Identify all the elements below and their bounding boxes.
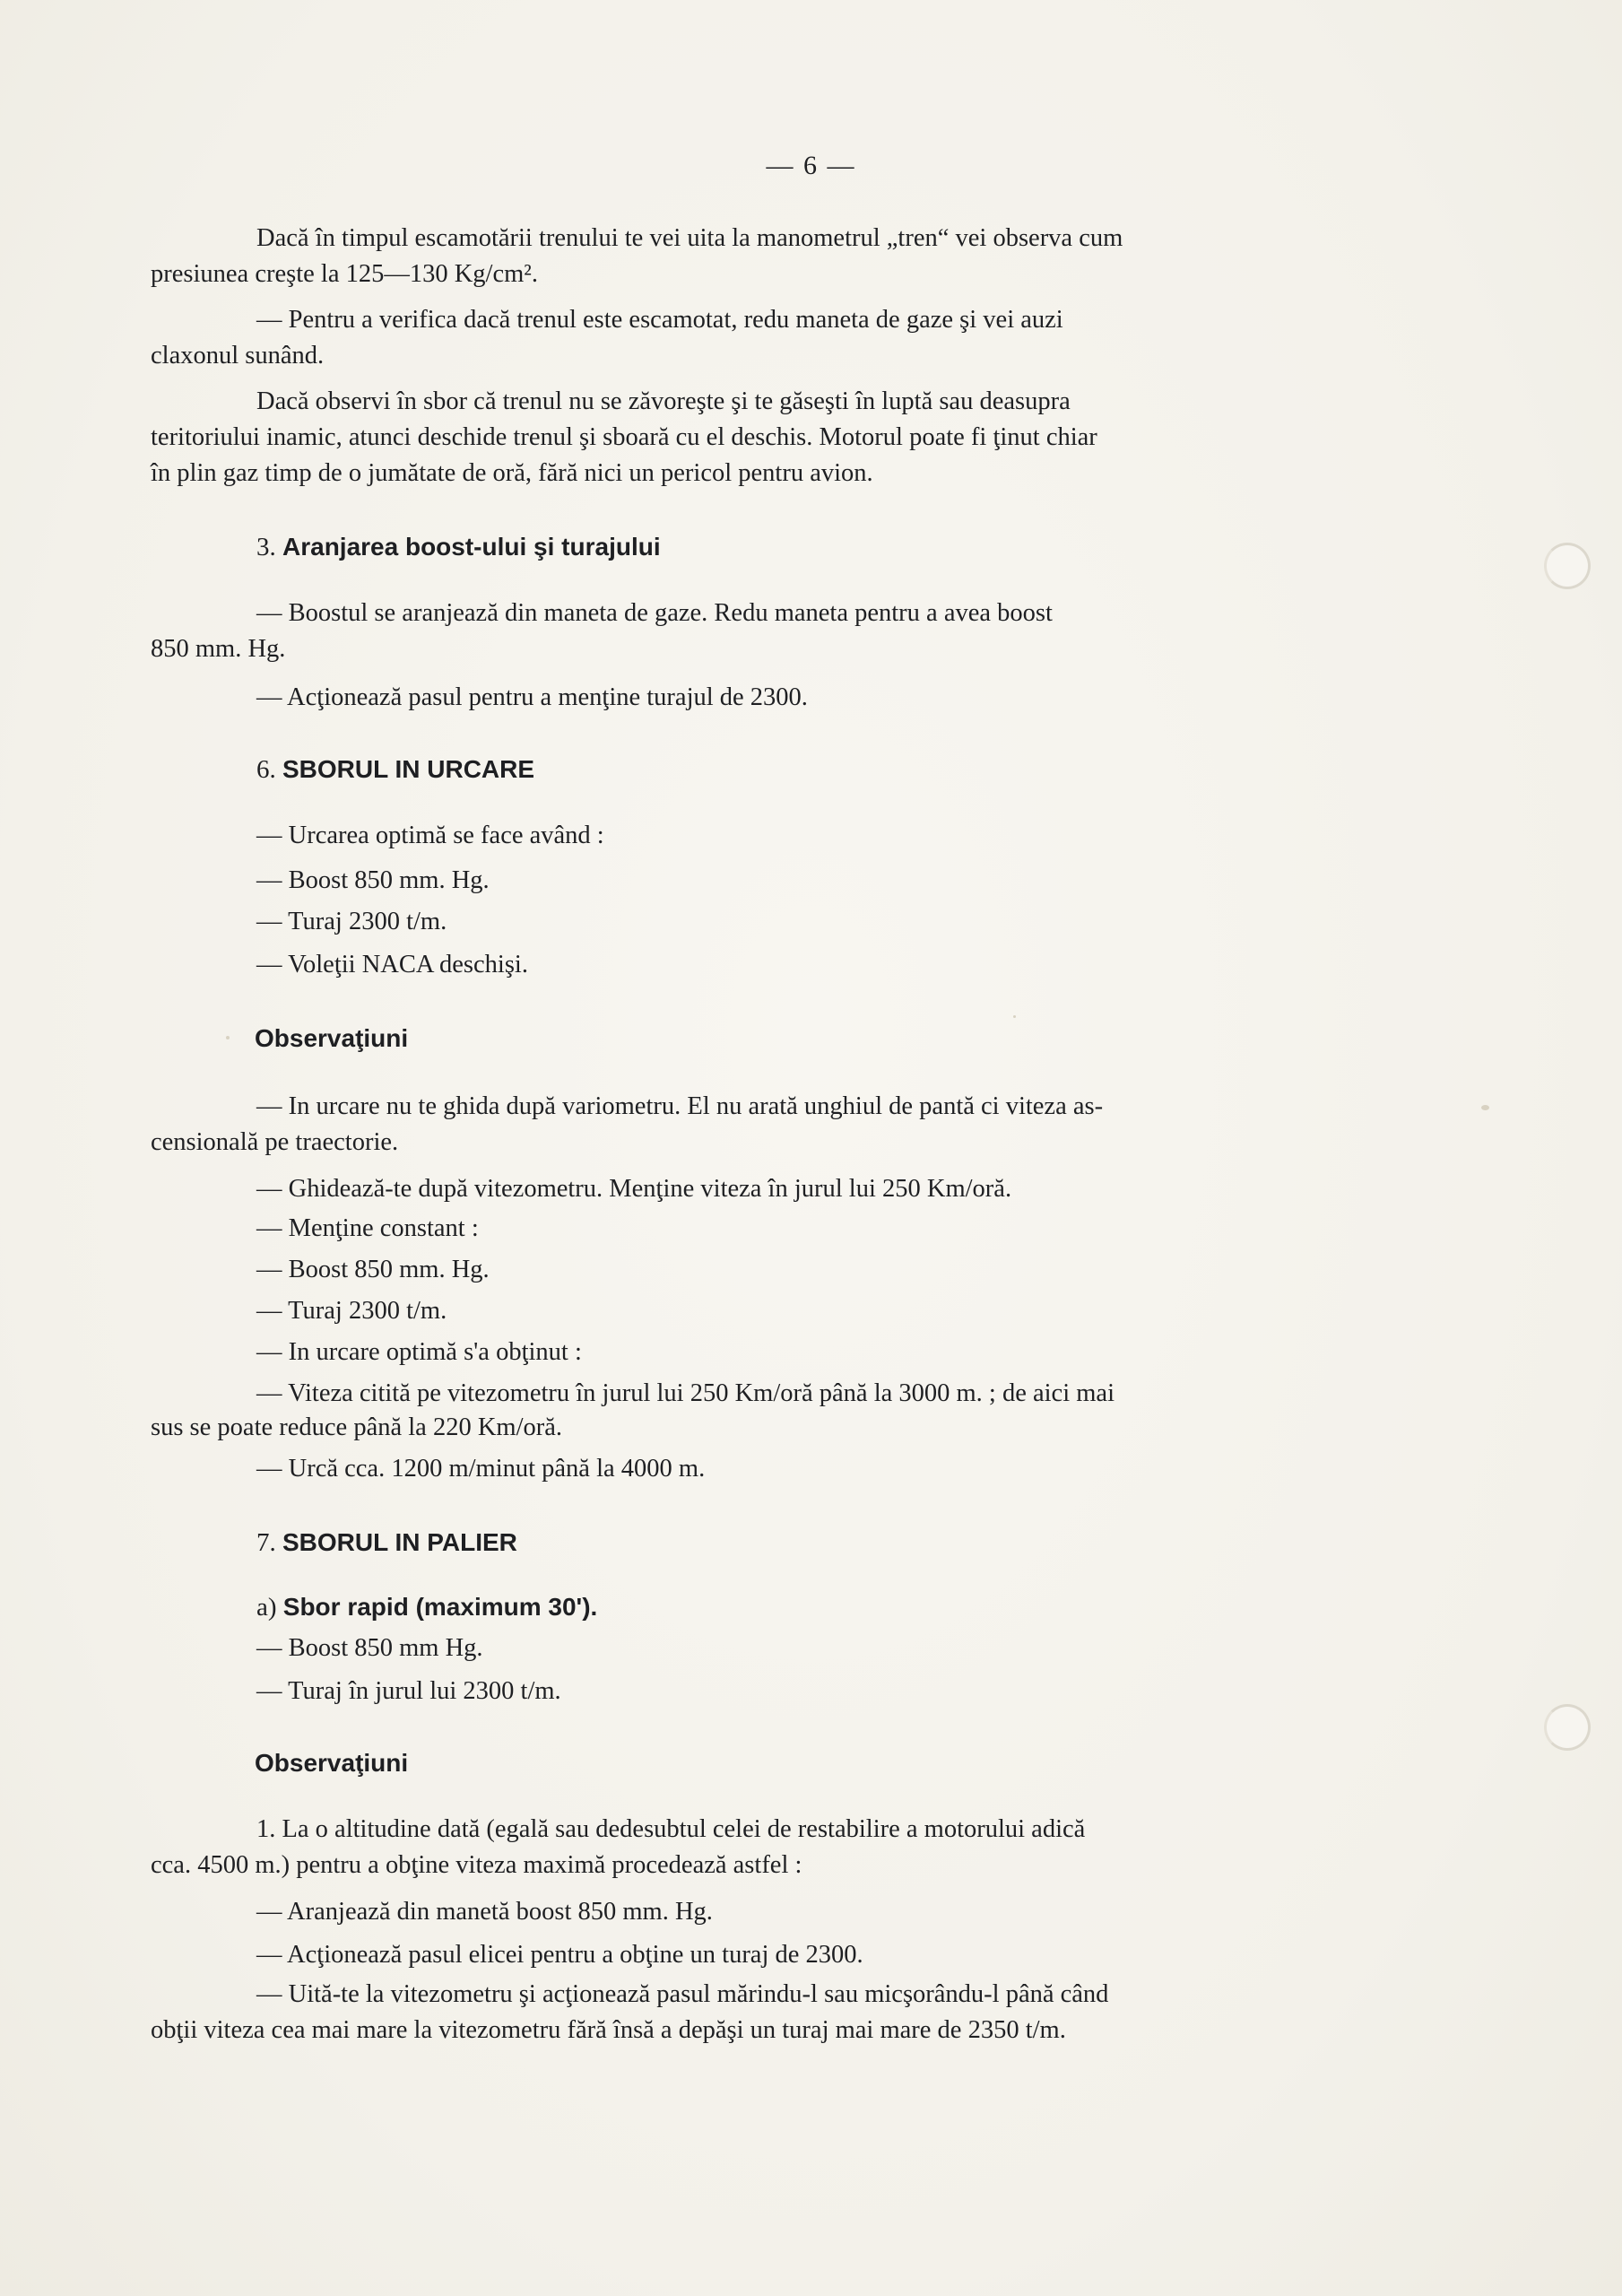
text-line: cca. 4500 m.) pentru a obţine viteza maximă procedează astfel : xyxy=(151,1851,802,1879)
paragraph xyxy=(151,1812,1339,1848)
paragraph-continuation xyxy=(151,631,1339,667)
subsection-title: Sbor rapid (maximum 30'). xyxy=(282,1593,598,1621)
text-line: obţii viteza cea mai mare la vitezometru fără însă a depăşi un turaj mai mare de 2350 t/m. xyxy=(151,2016,1066,2044)
text-line: — Acţionează pasul pentru a menţine turajul de 2300. xyxy=(256,683,808,711)
page-number: — 6 — xyxy=(766,151,856,180)
list-item: — Boost 850 mm. Hg. xyxy=(256,1256,490,1283)
list-item: — Boost 850 mm. Hg. xyxy=(256,866,490,894)
list-item: — Urcă cca. 1200 m/minut până la 4000 m. xyxy=(256,1455,706,1483)
list-item: — Voleţii NACA deschişi. xyxy=(256,951,528,978)
text-line: Dacă observi în sbor că trenul nu se zăvoreşte şi te găseşti în luptă sau deasupra xyxy=(256,387,1071,415)
text-line: în plin gaz timp de o jumătate de oră, fără nici un pericol pentru avion. xyxy=(151,459,873,487)
paragraph-continuation xyxy=(151,1125,1339,1161)
section-title: SBORUL IN URCARE xyxy=(282,755,535,783)
paragraph-continuation xyxy=(151,456,1339,491)
punch-hole-bottom xyxy=(1544,1704,1591,1751)
text-line: — Pentru a verifica dacă trenul este escamotat, redu maneta de gaze şi vei auzi xyxy=(256,306,1063,334)
text-line: sus se poate reduce până la 220 Km/oră. xyxy=(151,1413,563,1441)
section-heading xyxy=(256,1525,517,1561)
text-line: — Boostul se aranjează din maneta de gaze. Redu maneta pentru a avea boost xyxy=(256,599,1053,627)
paragraph xyxy=(151,1376,1339,1412)
list-item: — Urcarea optimă se face având : xyxy=(256,822,604,849)
list-item: — Boost 850 mm Hg. xyxy=(256,1634,483,1662)
text-line: claxonul sunând. xyxy=(151,342,325,370)
section-heading xyxy=(256,752,534,787)
list-item: — Menţine constant : xyxy=(256,1214,479,1242)
observations-heading: Observaţiuni xyxy=(255,1024,409,1052)
paragraph-continuation xyxy=(151,1410,1339,1446)
subsection-heading xyxy=(256,1589,597,1625)
text-line: presiunea creşte la 125—130 Kg/cm². xyxy=(151,260,538,288)
section-title: Aranjarea boost-ului şi turajului xyxy=(282,533,661,561)
section-number: 6. xyxy=(256,755,276,784)
paper-speck xyxy=(1481,1105,1489,1110)
section-title: SBORUL IN PALIER xyxy=(282,1528,517,1556)
paragraph-continuation xyxy=(151,338,1339,374)
list-item: — Turaj în jurul lui 2300 t/m. xyxy=(256,1677,561,1705)
paragraph xyxy=(151,1977,1339,2013)
text-line: — Viteza citită pe vitezometru în jurul lui 250 Km/oră până la 3000 m. ; de aici mai xyxy=(256,1379,1115,1407)
list-item: — In urcare optimă s'a obţinut : xyxy=(256,1338,582,1366)
text-line: — In urcare nu te ghida după variometru. El nu arată unghiul de pantă ci viteza as- xyxy=(256,1092,1104,1120)
punch-hole-top xyxy=(1544,543,1591,589)
list-item: — Turaj 2300 t/m. xyxy=(256,908,447,935)
list-item: — Aranjează din manetă boost 850 mm. Hg. xyxy=(256,1898,713,1926)
paragraph xyxy=(151,302,1339,338)
section-heading xyxy=(256,529,661,565)
paragraph-continuation xyxy=(151,2013,1339,2048)
text-line: Dacă în timpul escamotării trenului te vei uita la manometrul „tren“ vei observa cum xyxy=(256,224,1123,252)
paragraph xyxy=(151,596,1339,631)
text-line: — Uită-te la vitezometru şi acţionează pasul mărindu-l sau micşorându-l până când xyxy=(256,1980,1109,2008)
observations-heading: Observaţiuni xyxy=(255,1749,409,1777)
section-number: 3. xyxy=(256,533,276,561)
paragraph-continuation xyxy=(151,420,1339,456)
list-item: — Turaj 2300 t/m. xyxy=(256,1297,447,1325)
text-line: censională pe traectorie. xyxy=(151,1128,399,1156)
text-line: teritoriului inamic, atunci deschide trenul şi sboară cu el deschis. Motorul poate fi ţinut chiar xyxy=(151,423,1097,451)
paragraph-continuation xyxy=(151,1848,1339,1883)
section-number: 7. xyxy=(256,1528,276,1557)
text-line: 1. La o altitudine dată (egală sau dedesubtul celei de restabilire a motorului adică xyxy=(256,1815,1086,1843)
text-line: 850 mm. Hg. xyxy=(151,635,286,663)
paper-speck xyxy=(1013,1015,1016,1018)
paper-speck xyxy=(226,1036,230,1039)
list-item: — Ghidează-te după vitezometru. Menţine viteza în jurul lui 250 Km/oră. xyxy=(256,1175,1012,1203)
paragraph-continuation xyxy=(151,257,1339,292)
subsection-prefix: a) xyxy=(256,1593,277,1622)
paragraph xyxy=(151,221,1339,257)
list-item: — Acţionează pasul elicei pentru a obţine un turaj de 2300. xyxy=(256,1941,863,1969)
paragraph xyxy=(151,384,1339,420)
paragraph xyxy=(151,1089,1339,1125)
